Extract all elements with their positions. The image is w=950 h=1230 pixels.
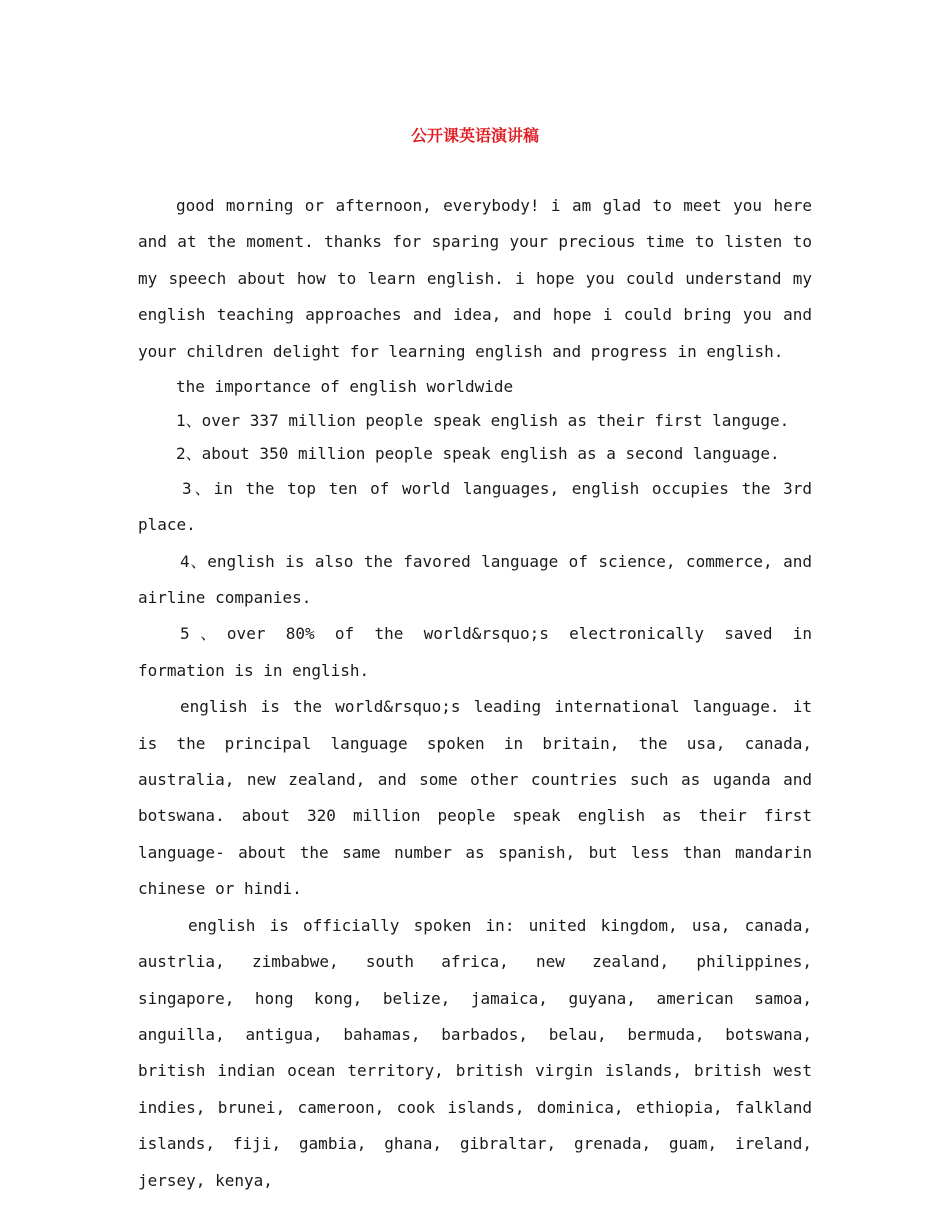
document-body <box>138 188 812 1199</box>
list-item-1: 1、over 337 million people speak english as their first languge. <box>176 410 790 430</box>
list-item-3: 3、in the top ten of world languages, english occupies the 3rd place. <box>138 478 812 535</box>
paragraph-heading-importance: the importance of english worldwide <box>176 377 514 397</box>
document-title: 公开课英语演讲稿 <box>410 126 539 145</box>
paragraph-leading-language: english is the world&rsquo;s leading international language. it is the principal language spoken in britain, the usa, canada, australia, new zealand, and some other countries such as uganda and botswana. about 320 million people speak english as their first language- about the same number as spanish, but less than mandarin chinese or hindi. <box>138 697 812 899</box>
paragraph-intro: good morning or afternoon, everybody! i am glad to meet you here and at the moment. thanks for sparing your precious time to listen to my speech about how to learn english. i hope you could understand my english teaching approaches and idea, and hope i could bring you and your children delight for learning english and progress in english. <box>138 196 812 361</box>
paragraph-official-countries: english is officially spoken in: united kingdom, usa, canada, austrlia, zimbabwe, south africa, new zealand, philippines, singapore, hong kong, belize, jamaica, guyana, american samoa, anguilla, antigua, bahamas, barbados, belau, bermuda, botswana, british indian ocean territory, british virgin islands, british west indies, brunei, cameroon, cook islands, dominica, ethiopia, falkland islands, fiji, gambia, ghana, gibraltar, grenada, guam, ireland, jersey, kenya, <box>138 915 812 1190</box>
list-item-2: 2、about 350 million people speak english as a second language. <box>176 444 780 464</box>
list-item-5: 5、over 80% of the world&rsquo;s electronically saved in formation is in english. <box>138 624 812 680</box>
list-item-4: 4、english is also the favored language of science, commerce, and airline companies. <box>138 551 812 608</box>
